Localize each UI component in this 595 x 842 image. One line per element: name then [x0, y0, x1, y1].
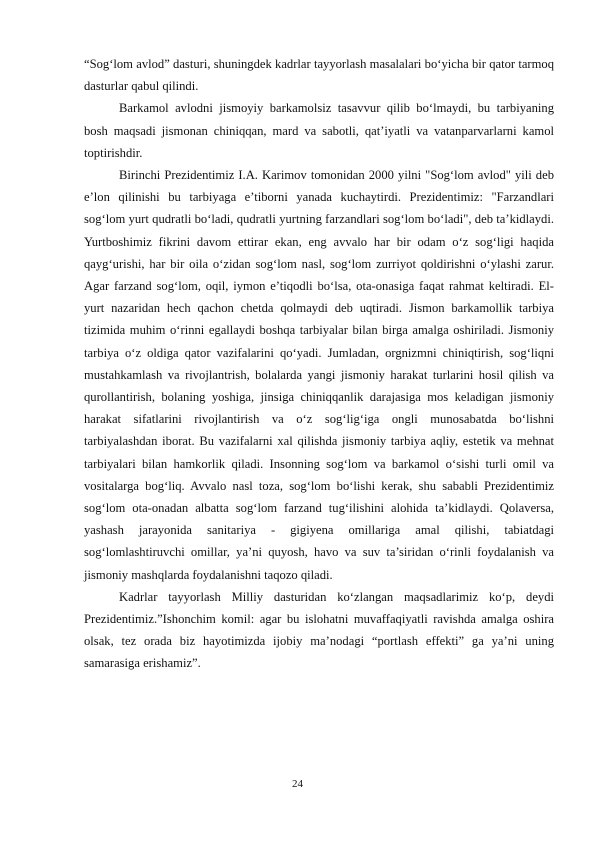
paragraph-3: Birinchi Prezidentimiz I.A. Karimov tomonidan 2000 yilni "Sog‘lom avlod" yili deb e’lon qilinishi bu tarbiyaga e’tiborni yanada kuchaytirdi. Prezidentimiz: "Farzandlari sog‘lom yurt qudratli bo‘ladi, qudratli yurtning farzandlari sog‘lom bo‘ladi", deb ta’kidlaydi. Yurtboshimiz fikrini davom ettirar ekan, eng avvalo har bir odam o‘z sog‘ligi haqida qayg‘urishi, har bir oila o‘zidan sog‘lom nasl, sog‘lom zurriyot qoldirishni o‘ylashi zarur. Agar farzand sog‘lom, oqil, iymon e’tiqodli bo‘lsa, ota-onasiga faqat rahmat keltiradi. El-yurt nazaridan hech qachon chetda qolmaydi deb uqtiradi. Jismon barkamollik tarbiya tizimida muhim o‘rinni egallaydi boshqa tarbiyalar bilan birga amalga oshiriladi. Jismoniy tarbiya o‘z oldiga qator vazifalarini qo‘yadi. Jumladan, orgnizmni chiniqtirish, sog‘liqni mustahkamlash va rivojlantrish, bolalarda yangi jismoniy harakat turlarini hosil qilish va qurollantirish, bolaning yoshiga, jinsiga chiniqqanlik darajasiga mos keladigan jismoniy harakat sifatlarini rivojlantirish va o‘z sog‘lig‘iga ongli munosabatda bo‘lishni tarbiyalashdan iborat. Bu vazifalarni xal qilishda jismoniy tarbiya aqliy, estetik va mehnat tarbiyalari bilan hamkorlik qiladi. Insonning sog‘lom va barkamol o‘sishi turli omil va vositalarga bog‘liq. Avvalo nasl toza, sog‘lom bo‘lishi kerak, shu sababli Prezidentimiz sog‘lom ota-onadan albatta sog‘lom farzand tug‘ilishini alohida ta’kidlaydi. Qolaversa, yashash jarayonida sanitariya - gigiyena omillariga amal qilishi, tabiatdagi sog‘lomlashtiruvchi omillar, ya’ni quyosh, havo va suv ta’siridan o‘rinli foydalanish va jismoniy mashqlarda foydalanishni taqozo qiladi. [84, 168, 554, 582]
paragraph-2: Barkamol avlodni jismoyiy barkamolsiz tasavvur qilib bo‘lmaydi, bu tarbiyaning bosh maqsadi jismonan chiniqqan, mard va sabotli, qat’iyatli va vatanparvarlarni kamol toptirishdir. [84, 101, 554, 160]
paragraph-1: “Sog‘lom avlod” dasturi, shuningdek kadrlar tayyorlash masalalari bo‘yicha bir qator tarmoq dasturlar qabul qilindi. [84, 57, 554, 94]
document-page-body [84, 53, 554, 675]
paragraph-4: Kadrlar tayyorlash Milliy dasturidan ko‘zlangan maqsadlarimiz ko‘p, deydi Prezidentimiz.”Ishonchim komil: agar bu islohatni muvaffaqiyatli ravishda amalga oshira olsak, tez orada biz hayotimizda ijobiy ma’nodagi “portlash effekti” ga ya’ni uning samarasiga erishamiz”. [84, 589, 554, 671]
page-number: 24 [292, 778, 303, 790]
